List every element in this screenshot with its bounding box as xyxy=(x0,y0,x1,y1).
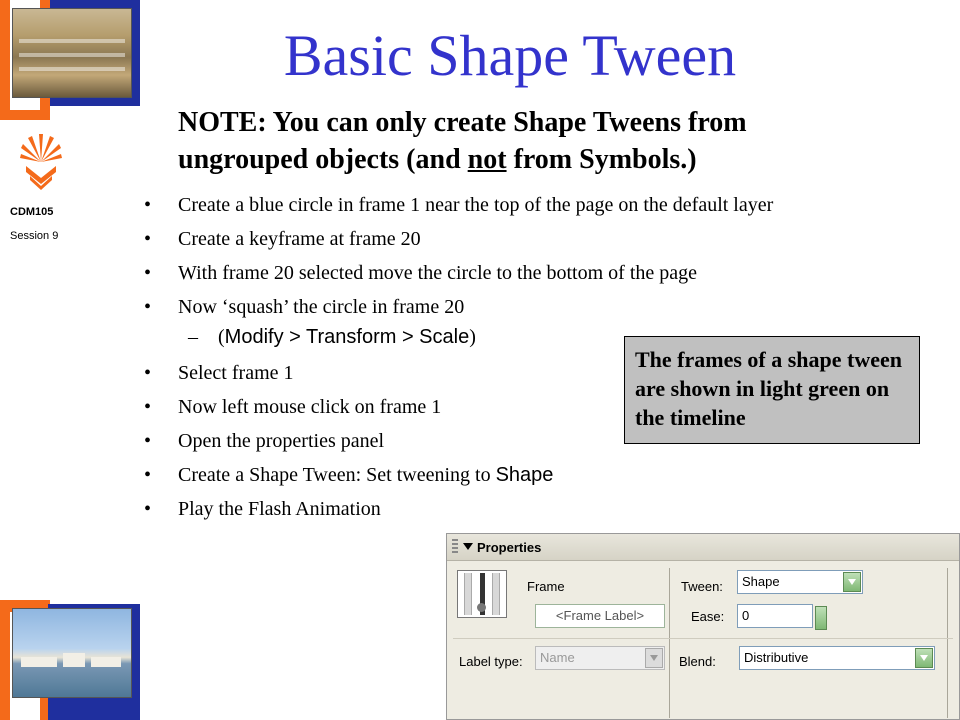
frame-label-input[interactable]: <Frame Label> xyxy=(535,604,665,628)
tween-label: Tween: xyxy=(681,579,723,594)
note-text: NOTE: You can only create Shape Tweens from ungrouped objects (and not from Symbols.) xyxy=(178,107,747,175)
label-type-select: Name xyxy=(535,646,665,670)
sub-list-item: – (Modify > Transform > Scale) xyxy=(188,326,476,348)
page-title: Basic Shape Tween xyxy=(283,23,737,88)
list-item: • Create a keyframe at frame 20 xyxy=(140,227,860,251)
list-item: • Create a Shape Tween: Set tweening to Shape xyxy=(140,463,860,487)
session-label: Session 9 xyxy=(10,230,59,242)
list-item: • Play the Flash Animation xyxy=(140,497,860,521)
list-item: • Select frame 1 xyxy=(140,361,860,385)
harbour-photo xyxy=(12,608,132,698)
collapse-triangle-icon[interactable] xyxy=(463,543,473,550)
panel-divider xyxy=(947,568,948,718)
panel-row-divider xyxy=(453,638,953,639)
properties-panel-header[interactable] xyxy=(447,534,959,561)
note-emphasis: not xyxy=(467,144,507,175)
blend-label: Blend: xyxy=(679,654,716,669)
frame-thumbnail-icon xyxy=(457,570,507,618)
list-item: • Now left mouse click on frame 1 xyxy=(140,395,860,419)
blend-select[interactable]: Distributive xyxy=(739,646,935,670)
label-type-label: Label type: xyxy=(459,654,523,669)
course-code: CDM105 xyxy=(10,206,54,218)
tween-select[interactable]: Shape xyxy=(737,570,863,594)
list-item: • Create a blue circle in frame 1 near the top of the page on the default layer xyxy=(140,193,860,217)
panel-divider xyxy=(669,568,670,718)
properties-panel xyxy=(446,533,960,720)
ease-input[interactable]: 0 xyxy=(737,604,813,628)
chevron-down-icon[interactable] xyxy=(843,572,861,592)
university-logo xyxy=(20,132,62,192)
frame-label: Frame xyxy=(527,579,565,594)
ease-dropdown-button[interactable] xyxy=(815,606,827,630)
chevron-down-icon[interactable] xyxy=(915,648,933,668)
properties-panel-title: Properties xyxy=(477,540,542,555)
timeline-callout: The frames of a shape tween are shown in light green on the timeline xyxy=(624,336,920,444)
grip-icon[interactable] xyxy=(452,539,458,554)
ease-label: Ease: xyxy=(691,609,725,624)
chevron-down-icon xyxy=(645,648,663,668)
list-item: • With frame 20 selected move the circle to the bottom of the page xyxy=(140,261,860,285)
list-item: • Now ‘squash’ the circle in frame 20 xyxy=(140,295,860,319)
list-item: • Open the properties panel xyxy=(140,429,860,453)
